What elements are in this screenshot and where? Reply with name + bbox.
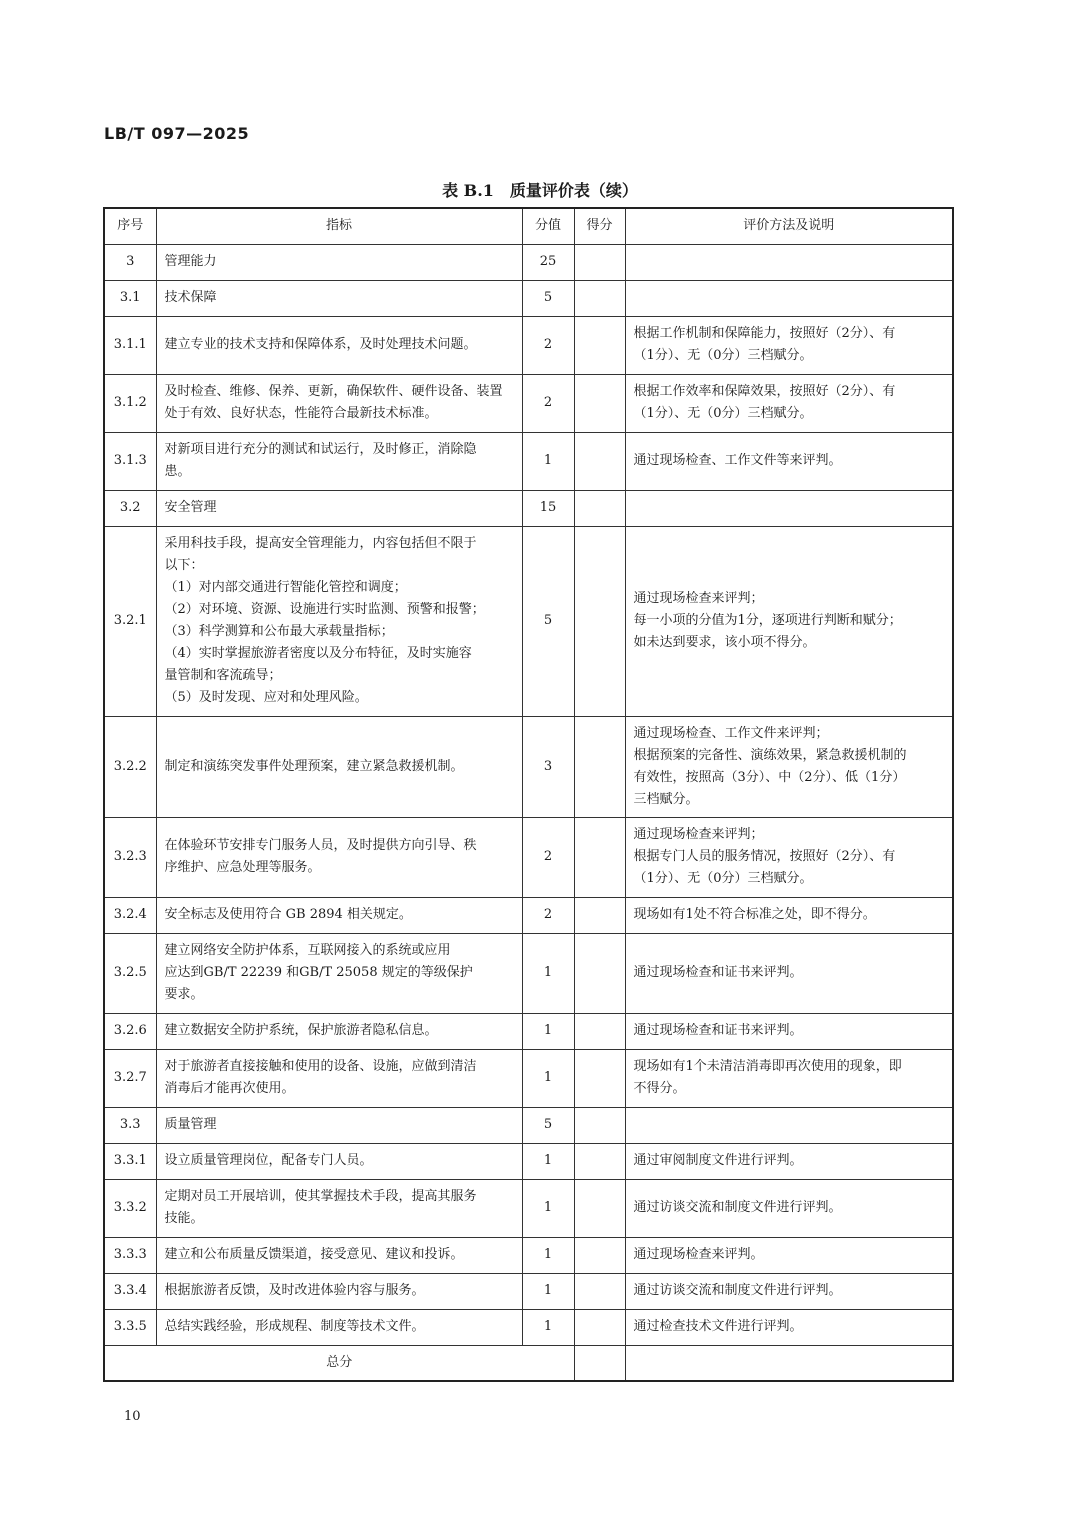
method-line: （1分）、无（0分）三档赋分。 xyxy=(633,871,813,886)
got-score-cell xyxy=(574,432,625,490)
indicator-line: 制定和演练突发事件处理预案，建立紧急救援机制。 xyxy=(164,758,464,774)
indicator-cell xyxy=(156,716,522,817)
method-line: 每一小项的分值为1分，逐项进行判断和赋分； xyxy=(633,613,902,628)
got-score-cell xyxy=(574,1107,625,1143)
indicator-line: 质量管理 xyxy=(164,1117,217,1132)
indicator-line: 要求。 xyxy=(164,987,204,1002)
header-cell: 评价方法及说明 xyxy=(625,208,953,244)
got-score-cell xyxy=(574,817,625,897)
got-score-cell xyxy=(574,1309,625,1345)
indicator-line: （5）及时发现、应对和处理风险。 xyxy=(164,690,368,705)
method-cell xyxy=(625,244,953,280)
total-got-cell xyxy=(574,1345,625,1381)
table-row xyxy=(104,316,953,374)
table-row xyxy=(104,933,953,1013)
method-cell xyxy=(625,716,953,817)
score-value: 25 xyxy=(522,244,574,280)
indicator-line: 根据旅游者反馈，及时改进体验内容与服务。 xyxy=(164,1283,425,1298)
row-number: 3.2.7 xyxy=(104,1049,156,1107)
indicator-line: 定期对员工开展培训，使其掌握技术手段，提高其服务 xyxy=(164,1189,477,1204)
indicator-cell xyxy=(156,316,522,374)
indicator-line: （4）实时掌握旅游者密度以及分布特征，及时实施容 xyxy=(164,646,472,661)
indicator-line: 设立质量管理岗位，配备专门人员。 xyxy=(164,1153,373,1168)
indicator-cell xyxy=(156,1143,522,1179)
indicator-cell xyxy=(156,526,522,716)
score-value: 1 xyxy=(522,1309,574,1345)
indicator-cell xyxy=(156,244,522,280)
indicator-line: 处于有效、良好状态，性能符合最新技术标准。 xyxy=(164,406,438,421)
indicator-line: 序维护、应急处理等服务。 xyxy=(164,860,321,875)
indicator-cell xyxy=(156,1273,522,1309)
method-cell xyxy=(625,316,953,374)
got-score-cell xyxy=(574,897,625,933)
score-value: 1 xyxy=(522,1179,574,1237)
got-score-cell xyxy=(574,933,625,1013)
indicator-cell xyxy=(156,817,522,897)
indicator-line: 量管制和客流疏导； xyxy=(164,668,282,683)
got-score-cell xyxy=(574,1143,625,1179)
indicator-line: 采用科技手段，提高安全管理能力，内容包括但不限于 xyxy=(164,536,477,551)
row-number: 3.3.2 xyxy=(104,1179,156,1237)
method-cell xyxy=(625,1013,953,1049)
score-value: 1 xyxy=(522,1143,574,1179)
method-line: 通过现场检查、工作文件等来评判。 xyxy=(633,453,842,468)
indicator-line: （2）对环境、资源、设施进行实时监测、预警和报警； xyxy=(164,602,485,617)
indicator-cell xyxy=(156,1013,522,1049)
table-row xyxy=(104,526,953,716)
score-value: 2 xyxy=(522,817,574,897)
row-number: 3.3.5 xyxy=(104,1309,156,1345)
row-number: 3.2.3 xyxy=(104,817,156,897)
table-row xyxy=(104,280,953,316)
score-value: 5 xyxy=(522,1107,574,1143)
method-line: 现场如有1个未清洁消毒即再次使用的现象，即 xyxy=(633,1059,902,1074)
total-label: 总分 xyxy=(104,1345,574,1381)
score-value: 5 xyxy=(522,526,574,716)
method-cell xyxy=(625,490,953,526)
row-number: 3.3.4 xyxy=(104,1273,156,1309)
table-row xyxy=(104,817,953,897)
header-cell: 得分 xyxy=(574,208,625,244)
indicator-cell xyxy=(156,1179,522,1237)
method-line: 通过现场检查和证书来评判。 xyxy=(633,965,803,980)
table-row xyxy=(104,1179,953,1237)
got-score-cell xyxy=(574,1237,625,1273)
indicator-line: 建立专业的技术支持和保障体系，及时处理技术问题。 xyxy=(164,337,477,352)
method-cell xyxy=(625,933,953,1013)
method-cell xyxy=(625,1309,953,1345)
page-number: 10 xyxy=(124,1409,141,1424)
row-number: 3.1.2 xyxy=(104,374,156,432)
got-score-cell xyxy=(574,280,625,316)
standard-code: LB/T 097—2025 xyxy=(104,124,250,143)
indicator-cell xyxy=(156,432,522,490)
indicator-line: 在体验环节安排专门服务人员，及时提供方向引导、秩 xyxy=(164,838,477,853)
indicator-line: 建立数据安全防护系统，保护旅游者隐私信息。 xyxy=(164,1023,438,1038)
row-number: 3.2.1 xyxy=(104,526,156,716)
indicator-cell xyxy=(156,1107,522,1143)
score-value: 1 xyxy=(522,933,574,1013)
method-cell xyxy=(625,817,953,897)
table-title: 表 B.1 质量评价表（续） xyxy=(442,181,638,200)
got-score-cell xyxy=(574,374,625,432)
score-value: 1 xyxy=(522,1013,574,1049)
table-row xyxy=(104,897,953,933)
method-cell xyxy=(625,897,953,933)
method-cell xyxy=(625,526,953,716)
method-cell xyxy=(625,280,953,316)
indicator-line: 建立和公布质量反馈渠道，接受意见、建议和投诉。 xyxy=(164,1247,464,1262)
method-cell xyxy=(625,432,953,490)
got-score-cell xyxy=(574,1013,625,1049)
indicator-line: 及时检查、维修、保养、更新，确保软件、硬件设备、装置 xyxy=(164,384,503,399)
score-value: 1 xyxy=(522,1049,574,1107)
evaluation-table xyxy=(103,207,954,1382)
row-number: 3.1 xyxy=(104,280,156,316)
method-line: 通过现场检查、工作文件来评判； xyxy=(633,725,829,741)
indicator-line: 技能。 xyxy=(164,1211,204,1226)
row-number: 3.2.6 xyxy=(104,1013,156,1049)
row-number: 3.2.5 xyxy=(104,933,156,1013)
row-number: 3.3.3 xyxy=(104,1237,156,1273)
table-header-row xyxy=(104,208,953,244)
got-score-cell xyxy=(574,1273,625,1309)
got-score-cell xyxy=(574,244,625,280)
got-score-cell xyxy=(574,316,625,374)
table-row xyxy=(104,1107,953,1143)
score-value: 2 xyxy=(522,316,574,374)
method-line: 三档赋分。 xyxy=(633,791,699,807)
method-line: 通过现场检查和证书来评判。 xyxy=(633,1023,803,1038)
table-row xyxy=(104,1143,953,1179)
method-line: 有效性，按照高（3分）、中（2分）、低（1分） xyxy=(633,769,906,785)
method-line: 根据工作机制和保障能力，按照好（2分）、有 xyxy=(633,326,896,341)
table-row xyxy=(104,1237,953,1273)
row-number: 3 xyxy=(104,244,156,280)
method-line: 通过现场检查来评判； xyxy=(633,827,764,842)
indicator-cell xyxy=(156,933,522,1013)
score-value: 2 xyxy=(522,897,574,933)
method-cell xyxy=(625,1143,953,1179)
indicator-cell xyxy=(156,374,522,432)
indicator-line: 应达到GB/T 22239 和GB/T 25058 规定的等级保护 xyxy=(164,965,473,980)
got-score-cell xyxy=(574,490,625,526)
table-row xyxy=(104,716,953,817)
indicator-line: 管理能力 xyxy=(164,254,217,269)
method-cell xyxy=(625,1237,953,1273)
method-line: 通过访谈交流和制度文件进行评判。 xyxy=(633,1283,842,1298)
score-value: 2 xyxy=(522,374,574,432)
indicator-line: 患。 xyxy=(164,464,191,479)
method-line: 如未达到要求，该小项不得分。 xyxy=(633,635,816,650)
table-row xyxy=(104,432,953,490)
score-value: 3 xyxy=(522,716,574,817)
method-cell xyxy=(625,1273,953,1309)
indicator-line: 对于旅游者直接接触和使用的设备、设施，应做到清洁 xyxy=(164,1059,477,1074)
row-number: 3.3 xyxy=(104,1107,156,1143)
indicator-cell xyxy=(156,1237,522,1273)
method-cell xyxy=(625,1179,953,1237)
indicator-line: 建立网络安全防护体系，互联网接入的系统或应用 xyxy=(164,943,451,958)
indicator-line: （3）科学测算和公布最大承载量指标； xyxy=(164,624,394,639)
method-line: 通过检查技术文件进行评判。 xyxy=(633,1319,803,1334)
method-line: 不得分。 xyxy=(633,1081,686,1096)
indicator-cell xyxy=(156,1049,522,1107)
score-value: 1 xyxy=(522,1237,574,1273)
table-row xyxy=(104,374,953,432)
header-cell: 指标 xyxy=(156,208,522,244)
indicator-line: 对新项目进行充分的测试和试运行，及时修正，消除隐 xyxy=(164,442,477,457)
method-line: 根据专门人员的服务情况，按照好（2分）、有 xyxy=(633,849,896,864)
method-cell xyxy=(625,1107,953,1143)
got-score-cell xyxy=(574,526,625,716)
indicator-line: （1）对内部交通进行智能化管控和调度； xyxy=(164,580,407,595)
score-value: 1 xyxy=(522,1273,574,1309)
score-value: 15 xyxy=(522,490,574,526)
method-line: （1分）、无（0分）三档赋分。 xyxy=(633,406,813,421)
indicator-line: 以下： xyxy=(164,558,204,573)
indicator-cell xyxy=(156,280,522,316)
indicator-cell xyxy=(156,897,522,933)
method-line: 根据预案的完备性、演练效果，紧急救援机制的 xyxy=(633,747,907,763)
method-line: 通过现场检查来评判。 xyxy=(633,1247,764,1262)
method-line: 通过访谈交流和制度文件进行评判。 xyxy=(633,1200,842,1215)
table-row xyxy=(104,1309,953,1345)
got-score-cell xyxy=(574,1179,625,1237)
method-line: 通过审阅制度文件进行评判。 xyxy=(633,1153,803,1168)
row-number: 3.2.2 xyxy=(104,716,156,817)
table-row xyxy=(104,490,953,526)
method-line: 根据工作效率和保障效果，按照好（2分）、有 xyxy=(633,384,896,399)
total-row xyxy=(104,1345,953,1381)
got-score-cell xyxy=(574,1049,625,1107)
method-cell xyxy=(625,1049,953,1107)
method-line: （1分）、无（0分）三档赋分。 xyxy=(633,348,813,363)
method-line: 通过现场检查来评判； xyxy=(633,591,764,606)
row-number: 3.2 xyxy=(104,490,156,526)
table-row xyxy=(104,1013,953,1049)
method-cell xyxy=(625,374,953,432)
table-row xyxy=(104,1273,953,1309)
method-line: 现场如有1处不符合标准之处，即不得分。 xyxy=(633,907,876,922)
header-cell: 序号 xyxy=(104,208,156,244)
indicator-cell xyxy=(156,1309,522,1345)
header-cell: 分值 xyxy=(522,208,574,244)
table-row xyxy=(104,244,953,280)
indicator-line: 总结实践经验，形成规程、制度等技术文件。 xyxy=(164,1319,425,1334)
got-score-cell xyxy=(574,716,625,817)
row-number: 3.1.1 xyxy=(104,316,156,374)
indicator-cell xyxy=(156,490,522,526)
total-method-cell xyxy=(625,1345,953,1381)
indicator-line: 消毒后才能再次使用。 xyxy=(164,1081,295,1096)
row-number: 3.3.1 xyxy=(104,1143,156,1179)
indicator-line: 安全管理 xyxy=(164,500,217,515)
table-row xyxy=(104,1049,953,1107)
score-value: 5 xyxy=(522,280,574,316)
indicator-line: 安全标志及使用符合 GB 2894 相关规定。 xyxy=(164,907,412,922)
indicator-line: 技术保障 xyxy=(164,290,217,305)
row-number: 3.1.3 xyxy=(104,432,156,490)
row-number: 3.2.4 xyxy=(104,897,156,933)
score-value: 1 xyxy=(522,432,574,490)
